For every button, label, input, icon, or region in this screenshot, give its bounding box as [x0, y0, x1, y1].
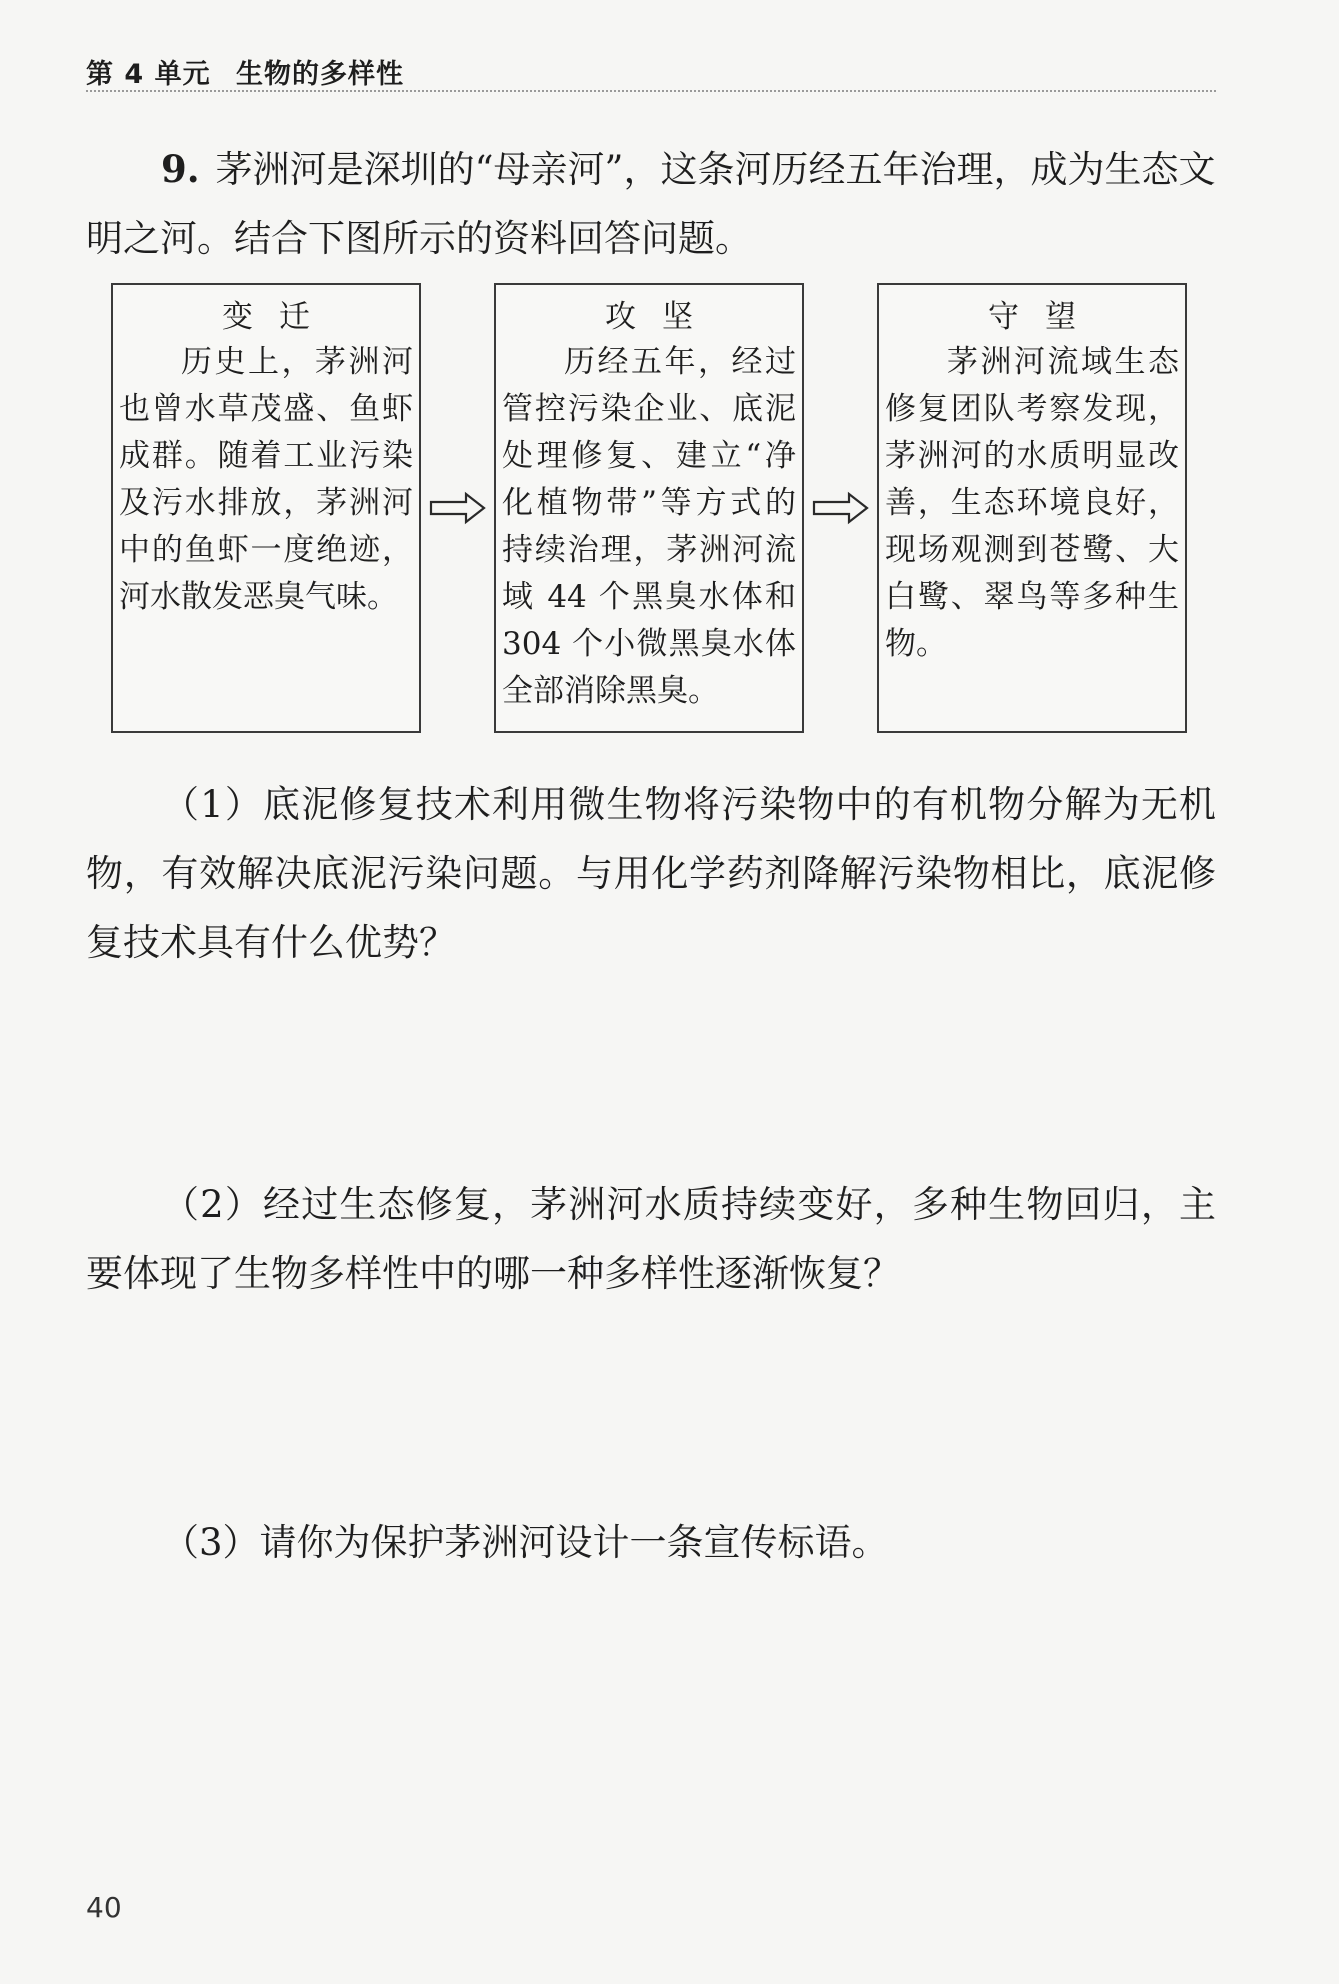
- hollow-right-arrow-icon: [428, 490, 488, 526]
- flow-box-history: [111, 283, 421, 733]
- flow-box-title: 守望: [988, 299, 1102, 335]
- flow-box-body: 茅洲河流域生态修复团队考察发现，茅洲河的水质明显改善，生态环境良好，现场观测到苍鹭、大白鹭、翠鸟等多种生物。: [885, 344, 1179, 662]
- flow-box-watch: [877, 283, 1187, 733]
- page-header: [86, 46, 1216, 92]
- subquestion-2: （2）经过生态修复，茅洲河水质持续变好，多种生物回归，主要体现了生物多样性中的哪一种多样性逐渐恢复？: [86, 1183, 1216, 1295]
- question-number: 9.: [161, 147, 200, 191]
- flow-box-tackle: [494, 283, 804, 733]
- flow-box-title: 变迁: [222, 299, 336, 335]
- unit-topic: 生物的多样性: [236, 59, 404, 90]
- flow-box-body: 历史上，茅洲河也曾水草茂盛、鱼虾成群。随着工业污染及污水排放，茅洲河中的鱼虾一度绝迹，河水散发恶臭气味。: [119, 344, 413, 615]
- question-text: 茅洲河是深圳的“母亲河”，这条河历经五年治理，成为生态文明之河。结合下图所示的资料回答问题。: [86, 148, 1216, 260]
- subquestion-1: （1）底泥修复技术利用微生物将污染物中的有机物分解为无机物，有效解决底泥污染问题。与用化学药剂降解污染物相比，底泥修复技术具有什么优势？: [86, 783, 1216, 964]
- flow-box-body: 历经五年，经过管控污染企业、底泥处理修复、建立“净化植物带”等方式的持续治理，茅洲河流域 44 个黑臭水体和 304 个小微黑臭水体全部消除黑臭。: [502, 344, 796, 709]
- flow-box-title: 攻坚: [605, 299, 719, 335]
- hollow-right-arrow-icon: [811, 490, 871, 526]
- question-intro: [86, 135, 1216, 273]
- subquestion-3: （3）请你为保护茅洲河设计一条宣传标语。: [162, 1521, 889, 1564]
- unit-label: 第 4 单元: [86, 59, 211, 90]
- page-number: 40: [86, 1891, 122, 1924]
